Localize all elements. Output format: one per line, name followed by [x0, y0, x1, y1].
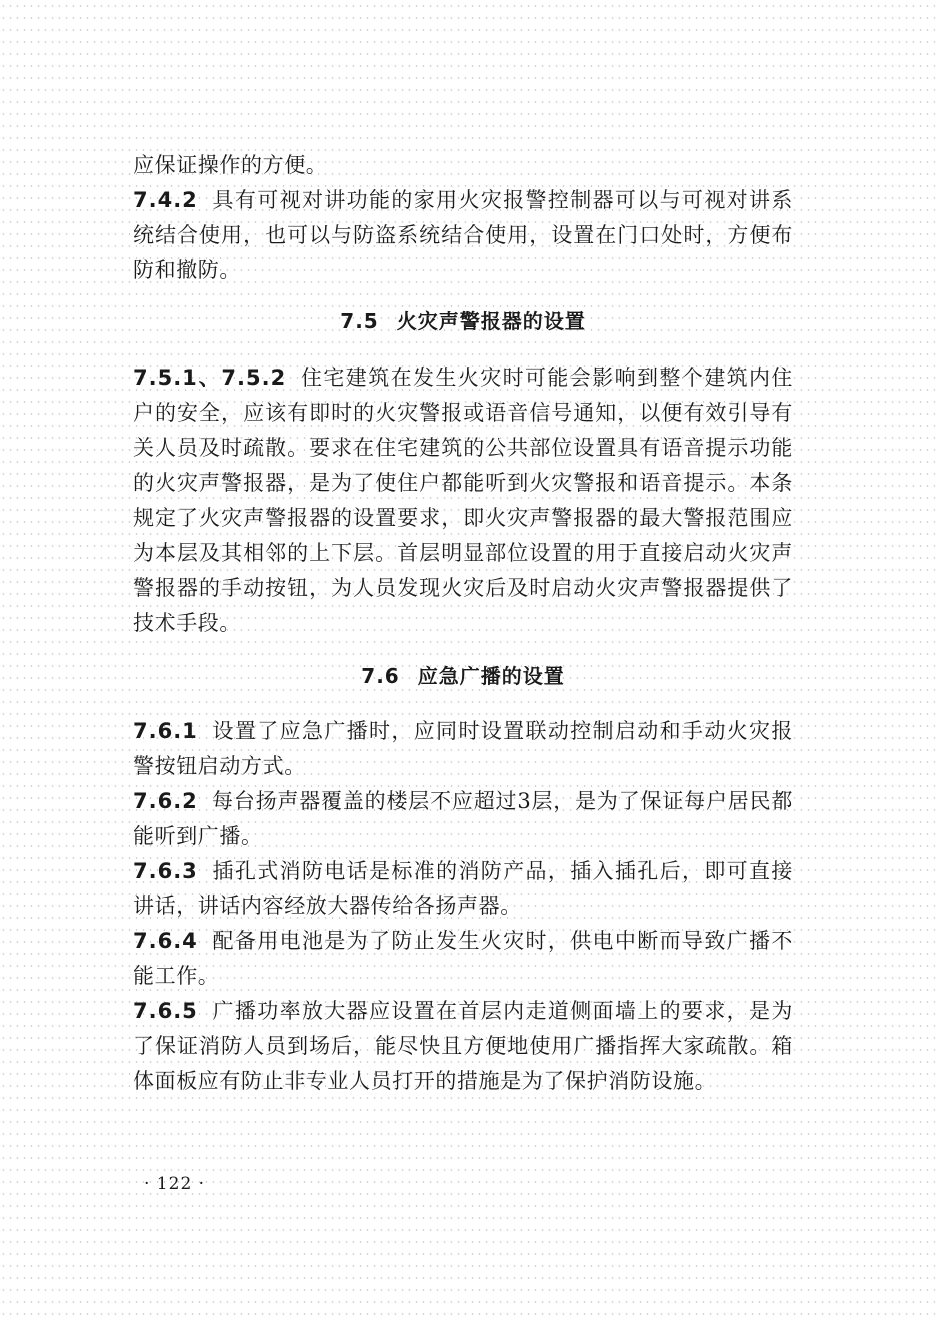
clause-7-5-1-2 — [133, 361, 793, 641]
clause-text: 广播功率放大器应设置在首层内走道侧面墙上的要求，是为了保证消防人员到场后，能尽快且方便地使用广播指挥大家疏散。箱体面板应有防止非专业人员打开的措施是为了保护消防设施。 — [133, 999, 793, 1093]
clause-text: 配备用电池是为了防止发生火灾时，供电中断而导致广播不能工作。 — [133, 929, 793, 988]
continuation-paragraph — [133, 148, 793, 183]
clause-7-6-3 — [133, 854, 793, 924]
section-heading-7-5 — [133, 304, 793, 339]
clause-number: 7.4.2 — [133, 188, 198, 212]
clause-number: 7.6.4 — [133, 929, 198, 953]
clause-7-4-2 — [133, 183, 793, 288]
clause-text: 具有可视对讲功能的家用火灾报警控制器可以与可视对讲系统结合使用，也可以与防盗系统结合使用，设置在门口处时，方便布防和撤防。 — [133, 188, 793, 282]
clause-text: 设置了应急广播时，应同时设置联动控制启动和手动火灾报警按钮启动方式。 — [133, 719, 793, 778]
section-heading-7-6 — [133, 659, 793, 694]
clause-text: 插孔式消防电话是标准的消防产品，插入插孔后，即可直接讲话，讲话内容经放大器传给各扬声器。 — [133, 859, 793, 918]
body-text — [133, 148, 793, 1099]
clause-number: 7.6.5 — [133, 999, 198, 1023]
clause-7-6-1 — [133, 714, 793, 784]
clause-7-6-2 — [133, 784, 793, 854]
clause-7-6-4 — [133, 924, 793, 994]
clause-number: 7.6.1 — [133, 719, 198, 743]
clause-number: 7.6.2 — [133, 789, 198, 813]
clause-7-6-5 — [133, 994, 793, 1099]
page-number: · 122 · — [144, 1174, 206, 1194]
section-title: 应急广播的设置 — [417, 664, 565, 688]
section-title: 火灾声警报器的设置 — [396, 309, 586, 333]
section-number: 7.6 — [361, 664, 400, 688]
clause-text: 住宅建筑在发生火灾时可能会影响到整个建筑内住户的安全，应该有即时的火灾警报或语音信号通知，以便有效引导有关人员及时疏散。要求在住宅建筑的公共部位设置具有语音提示功能的火灾声警报器，是为了使住户都能听到火灾警报和语音提示。本条规定了火灾声警报器的设置要求，即火灾声警报器的最大警报范围应为本层及其相邻的上下层。首层明显部位设置的用于直接启动火灾声警报器的手动按钮，为人员发现火灾后及时启动火灾声警报器提供了技术手段。 — [133, 366, 793, 635]
clause-number: 7.6.3 — [133, 859, 198, 883]
section-number: 7.5 — [340, 309, 379, 333]
clause-text: 每台扬声器覆盖的楼层不应超过3层，是为了保证每户居民都能听到广播。 — [133, 789, 793, 848]
continuation-text: 应保证操作的方便。 — [133, 153, 328, 177]
clause-number: 7.5.1、7.5.2 — [133, 366, 287, 390]
